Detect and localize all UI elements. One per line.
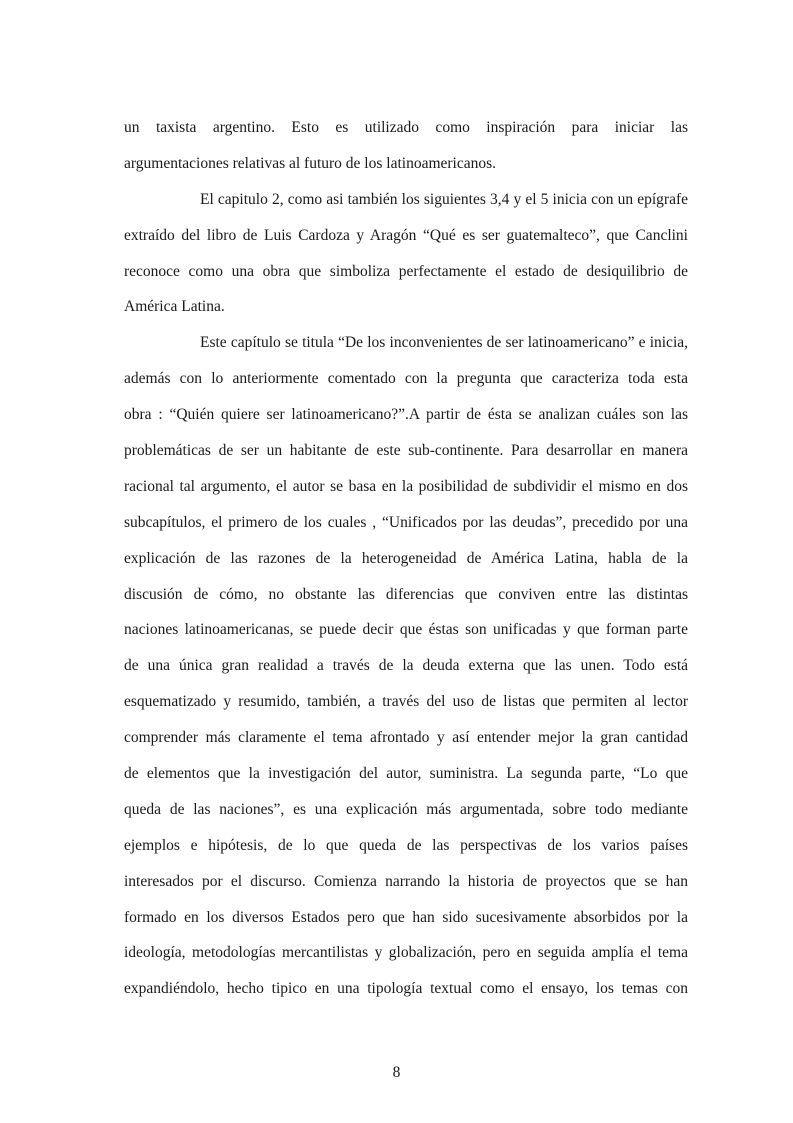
text-line: además con lo anteriormente comentado con la pregunta que caracteriza toda esta — [124, 370, 688, 388]
text-line: Este capítulo se titula “De los inconvenientes de ser latinoamericano” e inicia, — [200, 334, 688, 352]
text-line: explicación de las razones de la heterogeneidad de América Latina, habla de la — [124, 549, 688, 567]
text-line: obra : “Quién quiere ser latinoamericano?”.A partir de ésta se analizan cuáles son las — [124, 406, 688, 424]
text-line: extraído del libro de Luis Cardoza y Aragón “Qué es ser guatemalteco”, que Canclini — [124, 226, 688, 244]
text-line: expandiéndolo, hecho tipico en una tipología textual como el ensayo, los temas con — [124, 980, 688, 998]
text-line: queda de las naciones”, es una explicación más argumentada, sobre todo mediante — [124, 800, 688, 818]
text-line: argumentaciones relativas al futuro de los latinoamericanos. — [124, 154, 497, 172]
page-number: 8 — [392, 1064, 401, 1081]
text-line: naciones latinoamericanas, se puede decir que éstas son unificadas y que forman parte — [124, 621, 688, 639]
text-line: interesados por el discurso. Comienza narrando la historia de proyectos que se han — [124, 872, 688, 890]
text-line: discusión de cómo, no obstante las diferencias que conviven entre las distintas — [124, 585, 688, 603]
text-line: subcapítulos, el primero de los cuales , “Unificados por las deudas”, precedido por una — [124, 513, 688, 531]
text-line: esquematizado y resumido, también, a través del uso de listas que permiten al lector — [124, 693, 688, 711]
text-line: reconoce como una obra que simboliza perfectamente el estado de desiquilibrio de — [124, 262, 688, 280]
body-text — [124, 110, 688, 1007]
text-line: comprender más claramente el tema afrontado y así entender mejor la gran cantidad — [124, 729, 688, 747]
text-line: América Latina. — [124, 298, 225, 316]
text-line: racional tal argumento, el autor se basa en la posibilidad de subdividir el mismo en dos — [124, 477, 688, 495]
text-line: de elementos que la investigación del autor, suministra. La segunda parte, “Lo que — [124, 765, 688, 783]
text-line: ideología, metodologías mercantilistas y globalización, pero en seguida amplía el tema — [124, 944, 688, 962]
text-line: problemáticas de ser un habitante de este sub-continente. Para desarrollar en manera — [124, 442, 688, 460]
text-line: de una única gran realidad a través de la deuda externa que las unen. Todo está — [124, 657, 688, 675]
text-line: El capitulo 2, como asi también los siguientes 3,4 y el 5 inicia con un epígrafe — [200, 190, 688, 208]
text-line: un taxista argentino. Esto es utilizado como inspiración para iniciar las — [124, 119, 688, 136]
text-line: ejemplos e hipótesis, de lo que queda de las perspectivas de los varios países — [124, 836, 688, 854]
text-line: formado en los diversos Estados pero que han sido sucesivamente absorbidos por la — [124, 908, 688, 926]
